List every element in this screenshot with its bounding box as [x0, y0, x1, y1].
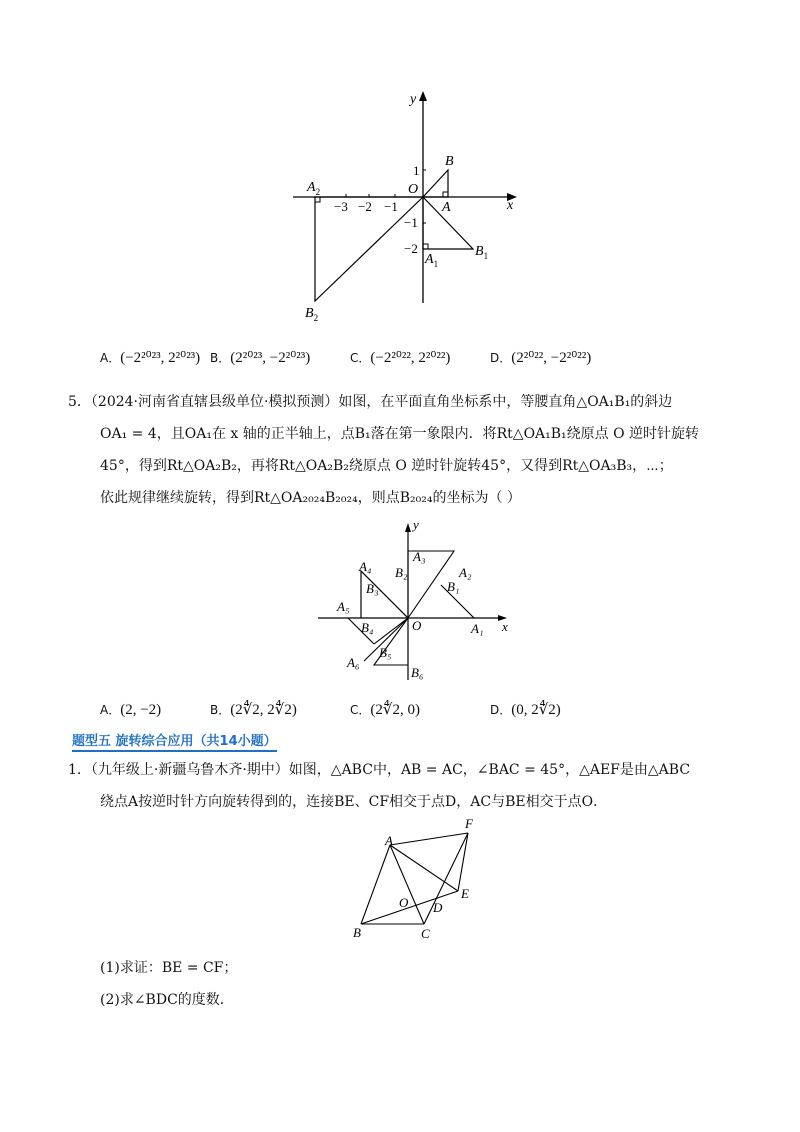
fig2-label-B2: B₂	[395, 565, 408, 580]
figure-1-coordinate-diagram	[285, 85, 530, 330]
fig1-tick-x-neg3: −3	[334, 199, 348, 214]
fig2-label-A1: A₁	[471, 621, 484, 636]
fig1-label-B1: $B_1$	[475, 244, 489, 261]
q4-option-b[interactable]: B．(2²⁰²³, −2²⁰²³)	[210, 350, 311, 366]
fig1-y-arrow	[419, 91, 427, 101]
fig2-label-B4: B₄	[361, 620, 374, 635]
fig1-label-A: A	[442, 200, 451, 215]
q5-line-1: 5．（2024·河南省直辖县级单位·模拟预测）如图，在平面直角坐标系中，等腰直角△OA₁B₁的斜边	[68, 394, 673, 410]
q5-line-4: 依此规律继续旋转，得到Rt△OA₂₀₂₄B₂₀₂₄，则点B₂₀₂₄的坐标为（ ）	[100, 490, 521, 506]
fig1-right-angle-A2	[315, 197, 320, 202]
fig2-label-A3: A₃	[413, 549, 426, 564]
fig3-label-B: B	[353, 925, 361, 940]
fig2-origin-label: O	[412, 618, 422, 633]
q1-subquestion-2: (2)求∠BDC的度数．	[100, 992, 234, 1008]
fig3-label-A: A	[385, 833, 393, 848]
fig1-origin-label: O	[408, 182, 419, 197]
fig2-y-arrow	[405, 523, 411, 532]
fig3-label-F: F	[465, 816, 473, 831]
fig2-label-A4: A₄	[359, 559, 372, 574]
fig1-x-label: x	[507, 198, 514, 213]
fig1-label-A2: $A_2$	[307, 180, 321, 197]
fig1-tick-y-neg1: −1	[404, 215, 418, 230]
fig3-label-D: D	[433, 900, 443, 915]
fig1-label-A1: $A_1$	[425, 252, 439, 269]
fig2-label-B5: B₅	[379, 645, 392, 660]
fig2-x-label: x	[502, 619, 508, 634]
fig1-right-angle-A1	[423, 244, 428, 249]
fig1-tick-x-neg1: −1	[384, 199, 398, 214]
fig2-label-A5: A₅	[337, 599, 350, 614]
fig1-label-B: B	[445, 154, 454, 169]
q4-option-a[interactable]: A．(−2²⁰²³, 2²⁰²³)	[100, 350, 201, 366]
fig1-tick-y-1: 1	[413, 163, 420, 178]
q1-subquestion-1: (1)求证：BE = CF；	[100, 960, 238, 976]
fig1-tick-y-neg2: −2	[404, 241, 418, 256]
fig2-label-A2: A₂	[459, 565, 472, 580]
fig1-y-label: y	[410, 92, 417, 107]
q4-option-c[interactable]: C．(−2²⁰²², 2²⁰²²)	[350, 350, 451, 366]
fig2-label-B1: B₁	[447, 579, 460, 594]
fig3-lines	[361, 833, 468, 924]
q5-line-3: 45°，得到Rt△OA₂B₂，再将Rt△OA₂B₂绕原点 O 逆时针旋转45°，又得到Rt△OA₃B₃，⋯；	[100, 458, 673, 474]
q1-line-2: 绕点A按逆时针方向旋转得到的，连接BE、CF相交于点D，AC与BE相交于点O．	[100, 794, 608, 810]
fig1-triangle-OAB	[423, 170, 448, 197]
q5-option-b[interactable]: B．(2∜2, 2∜2)	[210, 702, 297, 718]
fig1-label-B2: $B_2$	[305, 306, 319, 323]
q4-option-d[interactable]: D．(2²⁰²², −2²⁰²²)	[490, 350, 592, 366]
q1-line-1: 1．（九年级上·新疆乌鲁木齐·期中）如图，△ABC中，AB = AC，∠BAC = 45°，△AEF是由△ABC	[68, 762, 691, 778]
fig3-label-O: O	[399, 895, 409, 910]
fig3-label-C: C	[421, 926, 430, 941]
q4-options	[100, 346, 660, 376]
fig1-right-angle-A	[443, 192, 448, 197]
fig1-tick-x-neg2: −2	[358, 199, 372, 214]
section-title: 题型五 旋转综合应用（共14小题）	[72, 730, 277, 752]
figure-2-rotation-diagram	[315, 515, 515, 685]
figure-3-triangle-rotation	[345, 815, 490, 945]
q5-option-d[interactable]: D．(0, 2∜2)	[490, 702, 561, 718]
q5-option-a[interactable]: A．(2, −2)	[100, 702, 162, 718]
q5-option-c[interactable]: C．(2∜2, 0)	[350, 702, 420, 718]
fig2-label-A6: A₆	[347, 655, 360, 670]
q5-options	[100, 698, 700, 724]
fig2-y-label: y	[413, 517, 419, 532]
fig2-label-B3: B₃	[366, 581, 379, 596]
fig3-label-E: E	[461, 886, 469, 901]
fig2-label-B6: B₆	[411, 665, 424, 680]
q5-line-2: OA₁ = 4，且OA₁在 x 轴的正半轴上，点B₁落在第一象限内．将Rt△OA₁B₁绕原点 O 逆时针旋转	[100, 426, 700, 442]
